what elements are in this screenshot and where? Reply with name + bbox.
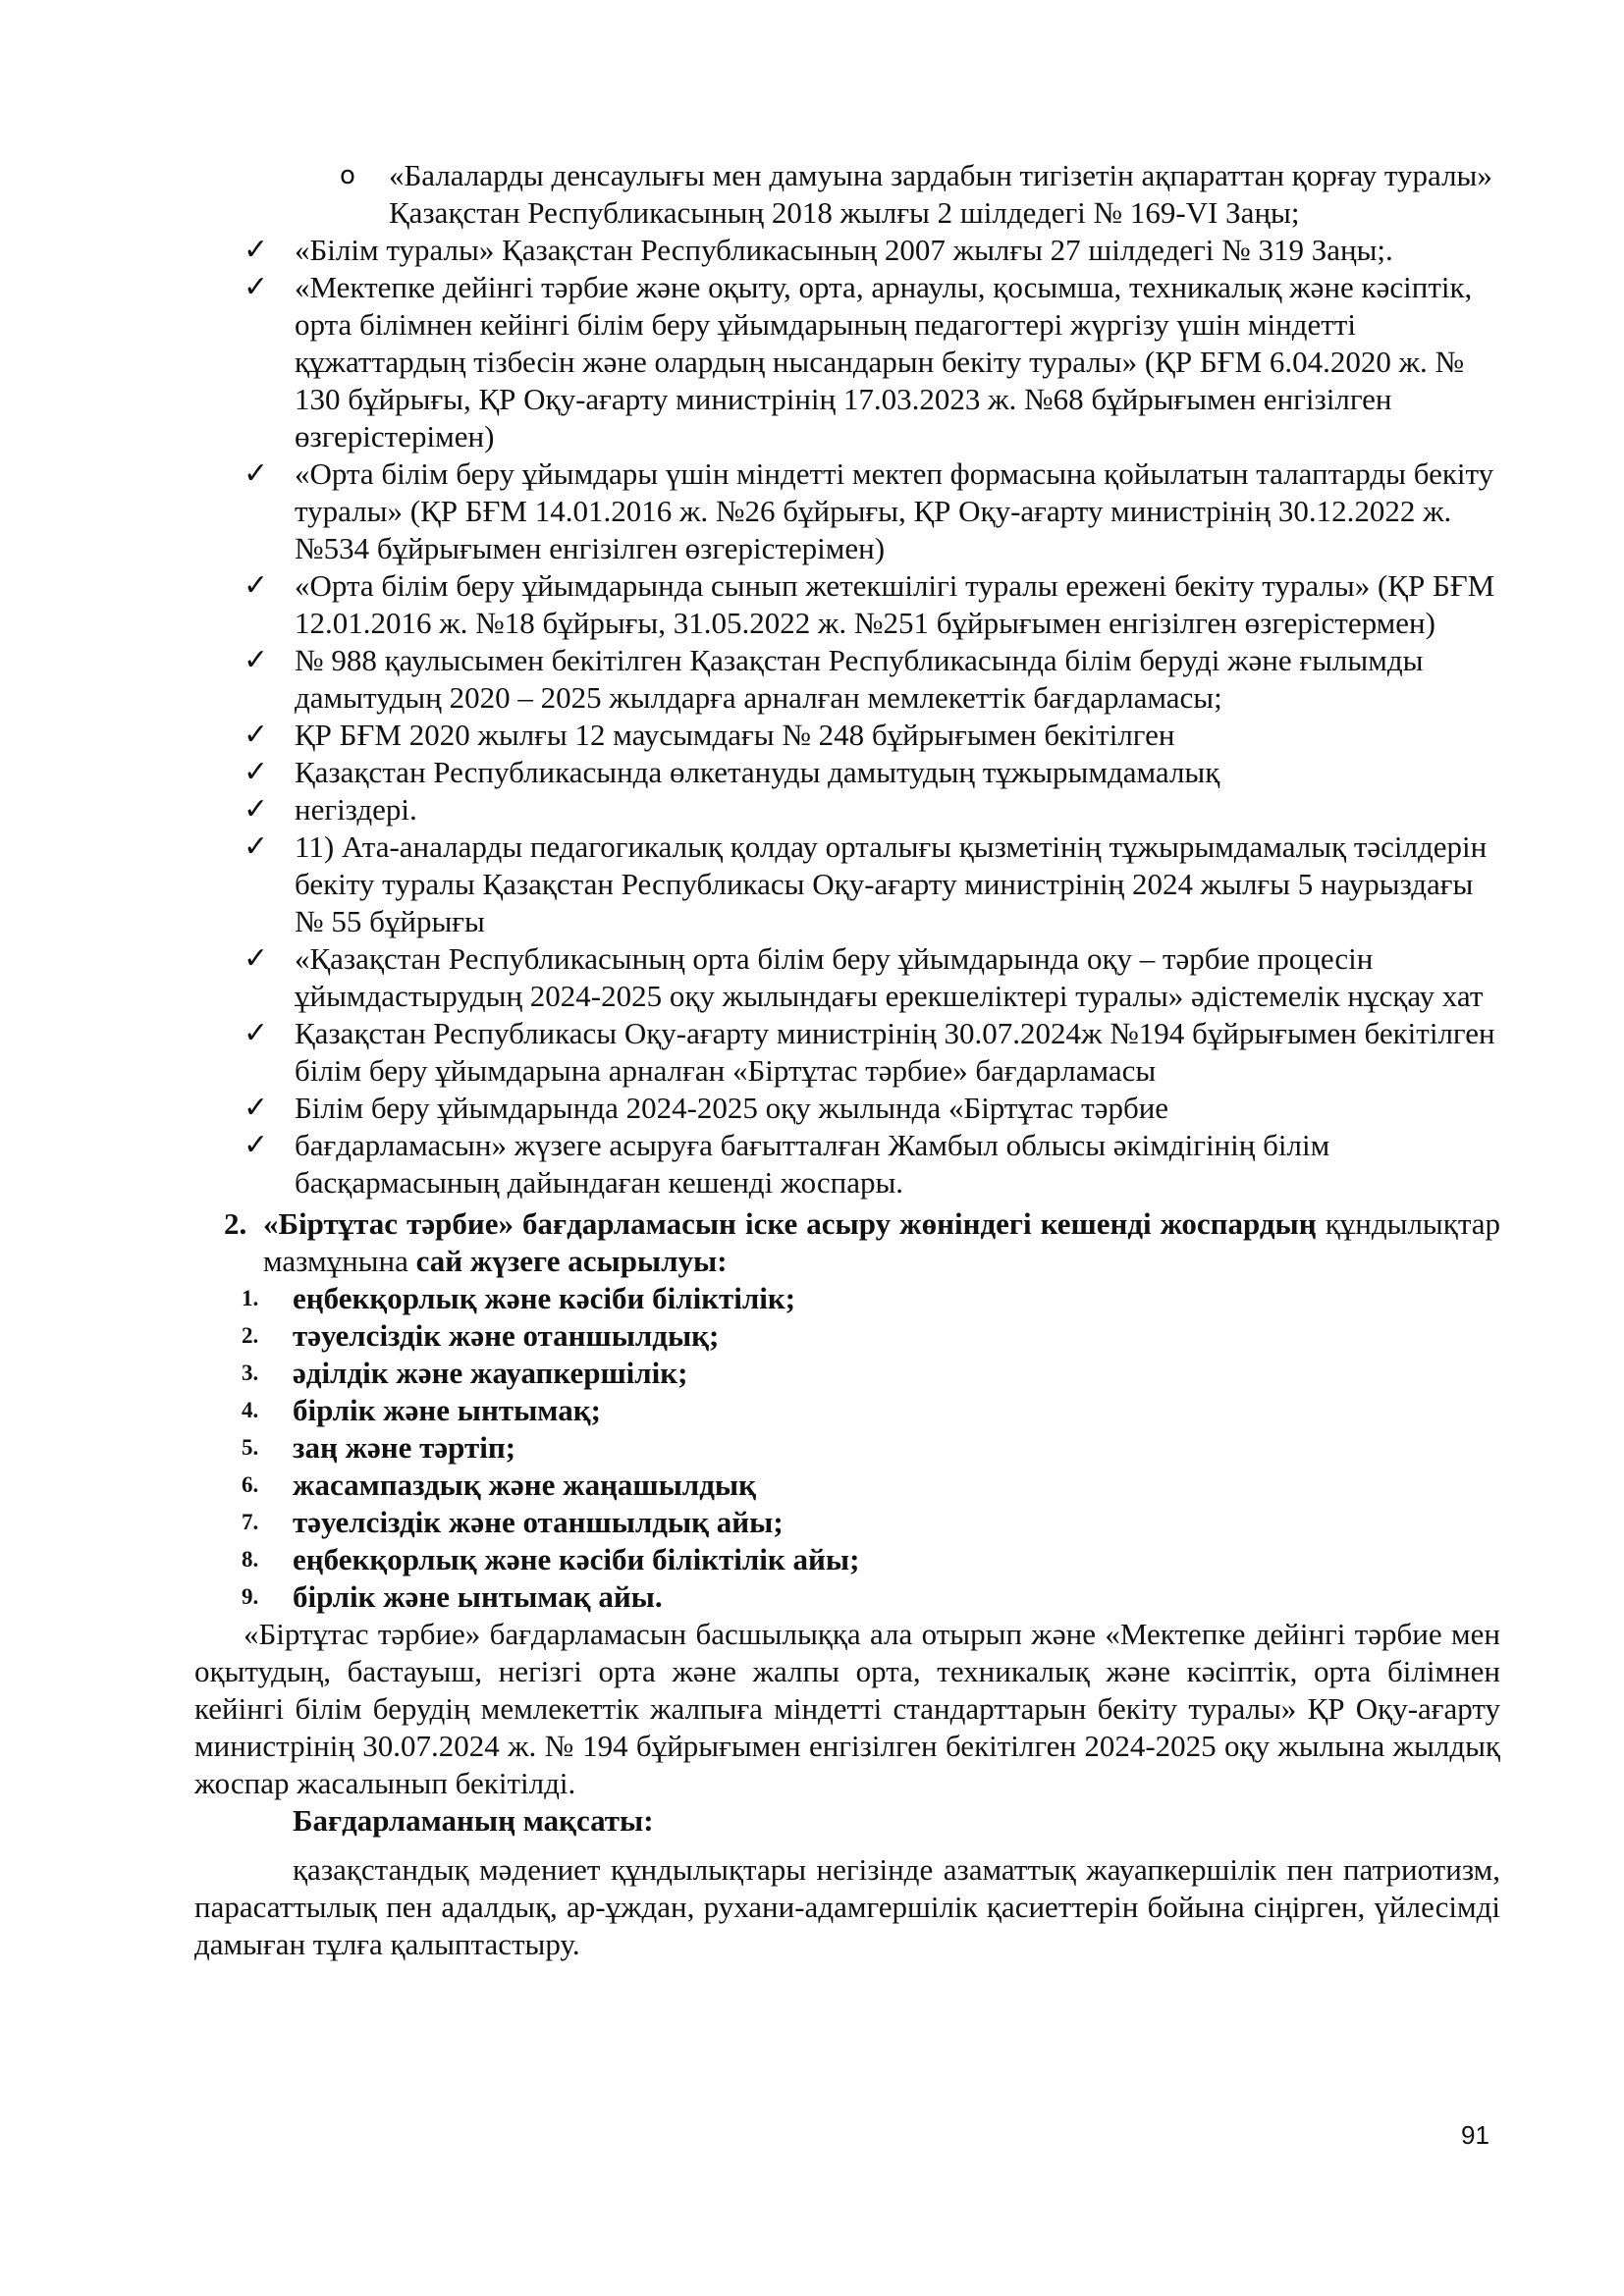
values-list-item (242, 1280, 1500, 1317)
checklist-item (244, 717, 1500, 754)
section-title-normal: құндылықтар мазмұнына (263, 1206, 1501, 1278)
goal-heading: Бағдарламаның мақсаты: (293, 1803, 654, 1838)
document-body (194, 157, 1500, 1963)
values-list-text: еңбекқорлық және кәсіби біліктілік; (293, 1281, 796, 1315)
checkmark-icon: ✓ (244, 829, 269, 864)
checklist-item (244, 269, 1500, 455)
values-list-item (242, 1317, 1500, 1355)
checklist-item-text: Қазақстан Республикасы Оқу-ағарту министрінің 30.07.2024ж №194 бұйрығымен бекітілген білім беру ұйымдарына арналған «Біртұтас тәрбие» бағдарламасы (295, 1016, 1495, 1088)
checklist-item (244, 828, 1500, 940)
checklist-item (244, 455, 1500, 567)
page-number: 91 (1461, 2120, 1489, 2150)
values-list-item (242, 1504, 1500, 1541)
checkmark-icon: ✓ (244, 270, 269, 304)
checkmark-icon: ✓ (244, 941, 269, 976)
values-list-text: тәуелсіздік және отаншылдық айы; (293, 1505, 784, 1539)
checklist (194, 232, 1500, 1201)
values-list-number: 3. (242, 1361, 259, 1385)
checklist-item-text: Білім беру ұйымдарында 2024-2025 оқу жылында «Біртұтас тәрбие (295, 1091, 1169, 1125)
checklist-item (244, 642, 1500, 717)
checkmark-icon: ✓ (244, 643, 269, 677)
checklist-item (244, 791, 1500, 828)
values-list-number: 6. (242, 1472, 259, 1497)
checkmark-icon: ✓ (244, 1091, 269, 1125)
values-list-number: 8. (242, 1547, 259, 1572)
checklist-item (244, 567, 1500, 642)
checkmark-icon: ✓ (244, 233, 269, 267)
section-number: 2. (224, 1206, 247, 1241)
checklist-item (244, 1127, 1500, 1201)
checklist-item-text: «Орта білім беру ұйымдары үшін міндетті мектеп формасына қойылатын талаптарды бекіту туралы» (ҚР БҒМ 14.01.2016 ж. №26 бұйрығы, ҚР Оқу-ағарту министрінің 30.12.2022 ж. №534 бұйрығымен енгізілген өзгерістерімен) (295, 456, 1494, 565)
values-list-number: 5. (242, 1435, 259, 1460)
values-list-text: тәуелсіздік және отаншылдық; (293, 1318, 720, 1353)
values-list (194, 1280, 1500, 1616)
checklist-item-text: бағдарламасын» жүзеге асыруға бағытталған Жамбыл облысы әкімдігінің білім басқармасының дайындаған кешенді жоспары. (295, 1128, 1330, 1200)
values-list-item (242, 1355, 1500, 1392)
checklist-item (244, 754, 1500, 791)
checkmark-icon: ✓ (244, 792, 269, 827)
checklist-item-text: «Орта білім беру ұйымдарында сынып жетекшілігі туралы ережені бекіту туралы» (ҚР БҒМ 12.01.2016 ж. №18 бұйрығы, 31.05.2022 ж. №251 бұйрығымен енгізілген өзгерістермен) (295, 568, 1495, 640)
circle-bullet-icon: o (340, 161, 355, 190)
values-list-item (242, 1467, 1500, 1504)
checkmark-icon: ✓ (244, 1128, 269, 1162)
checkmark-icon: ✓ (244, 456, 269, 491)
checklist-item-text: «Қазақстан Республикасының орта білім беру ұйымдарында оқу – тәрбие процесін ұйымдастырудың 2024-2025 оқу жылындағы ерекшеліктері туралы» әдістемелік нұсқау хат (295, 941, 1484, 1013)
body-paragraph: «Біртұтас тәрбие» бағдарламасын басшылыққа ала отырып және «Мектепке дейінгі тәрбие мен оқытудың, бастауыш, негізгі орта және жалпы орта, техникалық және кәсіптік, орта білімнен кейінгі білім берудің мемлекеттік жалпыға міндетті стандарттарын бекіту туралы» ҚР Оқу-ағарту министрінің 30.07.2024 ж. № 194 бұйрығымен енгізілген бекітілген 2024-2025 оқу жылына жылдық жоспар жасалынып бекітілді. (194, 1617, 1500, 1800)
sub-list-item-text: «Балаларды денсаулығы мен дамуына зардабын тигізетін ақпараттан қорғау туралы» Қазақстан Республикасының 2018 жылғы 2 шілдедегі № 169-VI Заңы; (389, 158, 1492, 230)
values-list-text: заң және тәртіп; (293, 1430, 516, 1465)
goal-paragraph: қазақстандық мәдениет құндылықтары негізінде азаматтық жауапкершілік пен патриотизм, парасаттылық пен адалдық, ар-ұждан, рухани-адамгершілік қасиеттерін бойына сіңірген, үйлесімді дамыған тұлға қалыптастыру. (194, 1852, 1500, 1961)
checklist-item-text: 11) Ата-аналарды педагогикалық қолдау орталығы қызметінің тұжырымдамалық тәсілдерін бекіту туралы Қазақстан Республикасы Оқу-ағарту министрінің 2024 жылғы 5 наурыздағы № 55 бұйрығы (295, 829, 1488, 938)
values-list-text: еңбекқорлық және кәсіби біліктілік айы; (293, 1542, 860, 1576)
checklist-item (244, 232, 1500, 269)
values-list-text: жасампаздық және жаңашылдық (293, 1468, 756, 1502)
values-list-number: 2. (242, 1323, 259, 1348)
checkmark-icon: ✓ (244, 755, 269, 789)
section-heading (224, 1205, 1501, 1280)
checklist-item-text: негіздері. (295, 792, 417, 827)
checklist-item-text: «Білім туралы» Қазақстан Республикасының 2007 жылғы 27 шілдедегі № 319 Заңы;. (295, 233, 1393, 267)
checklist-item (244, 1015, 1500, 1090)
values-list-number: 1. (242, 1286, 259, 1310)
sub-list-item (340, 157, 1500, 232)
values-list-item (242, 1429, 1500, 1467)
values-list-item (242, 1392, 1500, 1429)
checklist-item-text: № 988 қаулысымен бекітілген Қазақстан Республикасында білім беруді және ғылымды дамытудың 2020 – 2025 жылдарға арналған мемлекеттік бағдарламасы; (295, 643, 1424, 715)
checklist-item (244, 940, 1500, 1015)
checkmark-icon: ✓ (244, 718, 269, 752)
values-list-text: әділдік және жауапкершілік; (293, 1356, 688, 1390)
values-list-item (242, 1578, 1500, 1616)
checklist-item-text: ҚР БҒМ 2020 жылғы 12 маусымдағы № 248 бұйрығымен бекітілген (295, 718, 1175, 752)
values-list-item (242, 1541, 1500, 1578)
checkmark-icon: ✓ (244, 1016, 269, 1050)
checklist-item-text: «Мектепке дейінгі тәрбие және оқыту, орта, арнаулы, қосымша, техникалық және кәсіптік, орта білімнен кейінгі білім беру ұйымдарының педагогтері жүргізу үшін міндетті құжаттардың тізбесін және олардың нысандарын бекіту туралы» (ҚР БҒМ 6.04.2020 ж. № 130 бұйрығы, ҚР Оқу-ағарту министрінің 17.03.2023 ж. №68 бұйрығымен енгізілген өзгерістерімен) (295, 270, 1473, 454)
checklist-item (244, 1090, 1500, 1127)
values-list-number: 4. (242, 1398, 259, 1422)
section-title-bold: «Біртұтас тәрбие» бағдарламасын іске асыру жөніндегі кешенді жоспардың (263, 1206, 1317, 1241)
values-list-text: бірлік және ынтымақ; (293, 1393, 601, 1427)
values-list-text: бірлік және ынтымақ айы. (293, 1579, 663, 1614)
checklist-item-text: Қазақстан Республикасында өлкетануды дамытудың тұжырымдамалық (295, 755, 1220, 789)
values-list-number: 7. (242, 1510, 259, 1534)
checkmark-icon: ✓ (244, 568, 269, 603)
values-list-number: 9. (242, 1584, 259, 1609)
section-title-bold-end: сай жүзеге асырылуы: (415, 1244, 728, 1278)
